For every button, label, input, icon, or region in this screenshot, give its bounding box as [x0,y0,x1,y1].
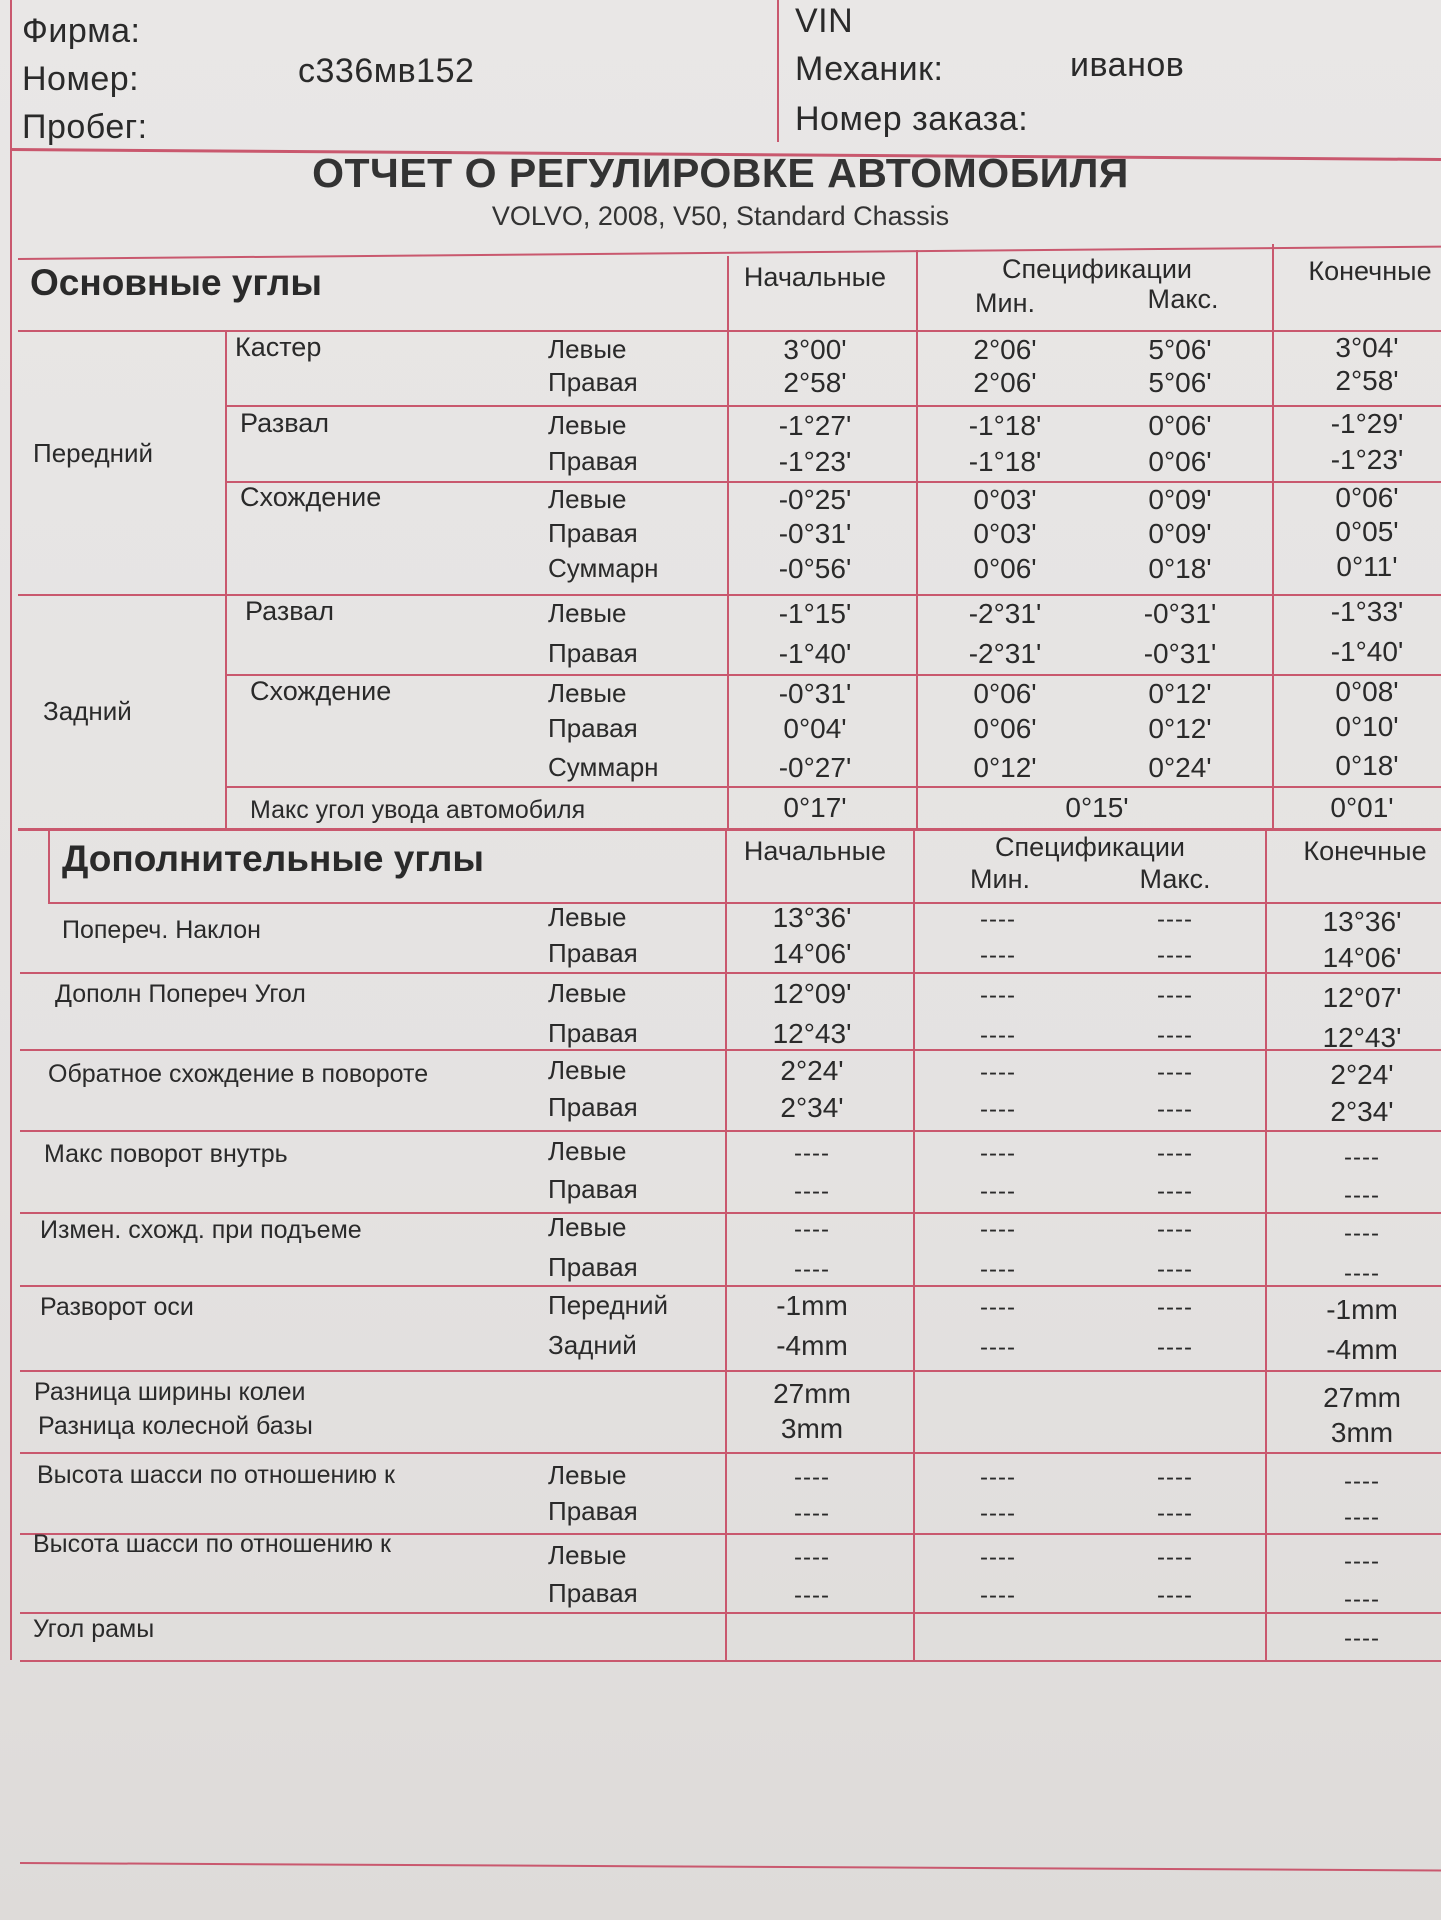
spec-max-value: ---- [1157,906,1193,933]
extra-col-min-header: Мин. [970,864,1030,894]
spec-min-value: 0°06' [973,553,1037,584]
spec-min-value: 2°06' [973,367,1037,398]
spec-min-value: ---- [980,1464,1016,1491]
side-label: Левые [548,1212,627,1242]
spec-min-value: 0°06' [973,678,1037,709]
spec-max-value: 0°09' [1148,518,1212,549]
initial-value: -1°23' [778,446,852,477]
spec-min-value: ---- [980,1294,1016,1321]
side-label: Левые [548,678,627,708]
initial-value: -0°31' [778,678,852,709]
extra-row-line [20,1452,1441,1454]
param-label: Разница ширины колеи [34,1378,306,1406]
spec-min-value: ---- [980,1544,1016,1571]
extra-row-line [20,1612,1441,1614]
initial-value: -1°40' [778,638,852,669]
final-value: ---- [1344,1182,1380,1209]
spec-min-value: ---- [980,1022,1016,1049]
final-value: ---- [1344,1504,1380,1531]
extra-row-line [20,1212,1441,1214]
initial-value: 27mm [773,1378,851,1409]
line-camber-rear [226,674,1441,676]
final-value: 0°11' [1336,551,1398,582]
param-label: Схождение [240,482,382,512]
spec-min-value: ---- [980,1500,1016,1527]
final-value: ---- [1344,1468,1380,1495]
report-subtitle: VOLVO, 2008, V50, Standard Chassis [491,201,950,231]
col-min-header: Мин. [975,288,1035,318]
number-value: с336мв152 [298,52,475,90]
spec-min-value: 0°03' [973,518,1037,549]
final-value: -1°23' [1330,444,1404,475]
spec-max-value: ---- [1157,1178,1193,1205]
param-label: Попереч. Наклон [62,916,261,944]
side-label: Правая [548,1174,638,1204]
initial-value: -1°15' [778,598,852,629]
mechanic-value: иванов [1070,46,1185,84]
side-label: Правая [548,1252,638,1282]
param-label: Разворот оси [40,1293,194,1321]
final-value: 13°36' [1322,906,1402,937]
extra-vline-spec [913,830,915,1660]
col-final-header: Конечные [1308,256,1432,286]
extra-row-line [20,1370,1441,1372]
final-value: 2°34' [1330,1096,1394,1127]
final-value: ---- [1344,1625,1380,1652]
extra-col-spec-header: Спецификации [994,832,1186,862]
param-label: Развал [240,408,330,438]
spec-min-value: ---- [980,906,1016,933]
side-label: Левые [548,902,627,932]
extra-vline-initial [725,830,727,1660]
thrust-final: 0°01' [1330,792,1394,823]
param-label: Кастер [235,332,322,362]
final-value: 27mm [1323,1382,1401,1413]
param-label: Угол рамы [33,1615,155,1643]
spec-min-value: -1°18' [968,410,1042,441]
initial-value: 2°58' [783,367,847,398]
initial-value: 2°34' [780,1092,844,1123]
extra-section-title: Дополнительные углы [62,838,484,879]
spec-min-value: ---- [980,942,1016,969]
final-value: 0°08' [1335,676,1399,707]
mechanic-label: Механик: [795,50,944,88]
extra-vline-final [1265,830,1267,1660]
initial-value: ---- [794,1256,830,1283]
side-label: Левые [548,484,627,514]
spec-max-value: ---- [1157,1022,1193,1049]
footer-line [20,1862,1441,1871]
initial-value: 13°36' [772,902,852,933]
initial-value: ---- [794,1544,830,1571]
spec-max-value: ---- [1157,1544,1193,1571]
final-value: 2°24' [1330,1059,1394,1090]
spec-min-value: ---- [980,1178,1016,1205]
col-initial-header: Начальные [743,262,887,292]
side-label: Левые [548,1460,627,1490]
spec-max-value: 0°06' [1148,446,1212,477]
spec-max-value: 0°12' [1148,678,1212,709]
initial-value: 2°24' [780,1055,844,1086]
final-value: ---- [1344,1144,1380,1171]
initial-value: -0°27' [778,752,852,783]
initial-value: ---- [794,1216,830,1243]
initial-value: ---- [794,1500,830,1527]
param-label: Разница колесной базы [38,1412,313,1440]
side-label: Левые [548,598,627,628]
final-value: -1°33' [1330,596,1404,627]
vline-initial [727,256,729,828]
extra-col-final-header: Конечные [1303,836,1427,866]
final-value: 3mm [1330,1417,1394,1448]
spec-max-value: -0°31' [1143,598,1217,629]
initial-value: 12°09' [772,978,852,1009]
spec-max-value: ---- [1157,1096,1193,1123]
side-label: Правая [548,713,638,743]
side-label: Задний [548,1330,637,1360]
initial-value: -4mm [776,1330,848,1361]
side-label: Правая [548,1018,638,1048]
spec-max-value: 5°06' [1148,367,1212,398]
param-label: Макс поворот внутрь [44,1140,288,1168]
line-camber-front [226,481,1441,483]
side-label: Правая [548,1578,638,1608]
extra-row-line [20,972,1441,974]
report-title: ОТЧЕТ О РЕГУЛИРОВКЕ АВТОМОБИЛЯ [312,150,1129,196]
main-top-line [18,246,1441,260]
initial-value: -0°56' [778,553,852,584]
spec-min-value: ---- [980,1096,1016,1123]
spec-max-value: ---- [1157,1334,1193,1361]
line-caster [226,405,1441,407]
line-front [18,594,1441,596]
param-label: Высота шасси по отношению к [33,1530,391,1558]
initial-value: ---- [794,1582,830,1609]
spec-max-value: ---- [1157,1582,1193,1609]
side-label: Передний [548,1290,669,1320]
side-label: Левые [548,978,627,1008]
initial-value: -1°27' [778,410,852,441]
spec-min-value: 0°12' [973,752,1037,783]
spec-max-value: ---- [1157,942,1193,969]
thrust-label: Макс угол увода автомобиля [250,796,586,824]
spec-min-value: ---- [980,1582,1016,1609]
param-label: Схождение [250,676,392,706]
spec-min-value: -2°31' [968,598,1042,629]
final-value: 0°18' [1335,750,1399,781]
main-header-line [18,330,1441,332]
side-label: Правая [548,638,638,668]
final-value: ---- [1344,1586,1380,1613]
thrust-initial: 0°17' [783,792,847,823]
vin-label: VIN [795,2,854,40]
order-number-label: Номер заказа: [795,100,1029,138]
spec-max-value: ---- [1157,982,1193,1009]
initial-value: 12°43' [772,1018,852,1049]
final-value: -1mm [1326,1294,1398,1325]
initial-value: ---- [794,1178,830,1205]
initial-value: 3°00' [783,334,847,365]
side-label: Суммарн [548,553,659,583]
side-label: Правая [548,1092,638,1122]
final-value: -4mm [1326,1334,1398,1365]
final-value: ---- [1344,1260,1380,1287]
spec-max-value: ---- [1157,1140,1193,1167]
final-value: 2°58' [1335,365,1399,396]
extra-row-line [48,902,1441,904]
outer-left-line [10,0,12,1660]
final-value: 0°05' [1335,516,1399,547]
initial-value: -0°31' [778,518,852,549]
header-divider [777,0,779,142]
spec-max-value: 0°12' [1148,713,1212,744]
side-label: Левые [548,410,627,440]
front-label: Передний [33,438,154,468]
param-label: Развал [245,596,335,626]
col-max-header: Макс. [1147,284,1219,314]
initial-value: ---- [794,1140,830,1167]
spec-min-value: ---- [980,1140,1016,1167]
param-label: Измен. схожд. при подъеме [40,1216,362,1244]
spec-max-value: ---- [1157,1294,1193,1321]
initial-value: ---- [794,1464,830,1491]
final-value: 3°04' [1335,332,1399,363]
side-label: Левые [548,1136,627,1166]
col-spec-header: Спецификации [1001,254,1193,284]
side-label: Правая [548,446,638,476]
spec-min-value: -2°31' [968,638,1042,669]
initial-value: 3mm [780,1413,844,1444]
side-label: Левые [548,1540,627,1570]
vline-spec [916,250,918,828]
firm-label: Фирма: [22,12,141,50]
side-label: Правая [548,938,638,968]
spec-max-value: ---- [1157,1059,1193,1086]
spec-max-value: 0°18' [1148,553,1212,584]
spec-min-value: ---- [980,1059,1016,1086]
final-value: 12°43' [1322,1022,1402,1053]
final-value: -1°29' [1330,408,1404,439]
param-label: Дополн Попереч Угол [55,980,306,1008]
side-label: Суммарн [548,752,659,782]
spec-max-value: -0°31' [1143,638,1217,669]
thrust-spec: 0°15' [1065,792,1129,823]
spec-min-value: ---- [980,1334,1016,1361]
extra-col-initial-header: Начальные [743,836,887,866]
spec-max-value: 0°09' [1148,484,1212,515]
mileage-label: Пробег: [22,108,148,146]
final-value: ---- [1344,1548,1380,1575]
initial-value: 14°06' [772,938,852,969]
spec-min-value: -1°18' [968,446,1042,477]
side-label: Левые [548,1055,627,1085]
side-label: Левые [548,334,627,364]
spec-min-value: ---- [980,1256,1016,1283]
side-label: Правая [548,367,638,397]
main-bottom-line [18,828,1441,831]
side-label: Правая [548,518,638,548]
line-toe-rear [226,786,1441,788]
final-value: -1°40' [1330,636,1404,667]
spec-max-value: 5°06' [1148,334,1212,365]
extra-row-line [20,1049,1441,1051]
extra-col-max-header: Макс. [1139,864,1211,894]
spec-min-value: ---- [980,982,1016,1009]
spec-max-value: 0°24' [1148,752,1212,783]
final-value: 0°10' [1335,711,1399,742]
spec-max-value: ---- [1157,1256,1193,1283]
extra-row-line [20,1130,1441,1132]
main-section-title: Основные углы [30,262,323,303]
number-label: Номер: [22,60,140,98]
extra-row-line [20,1285,1441,1287]
final-value: ---- [1344,1220,1380,1247]
spec-min-value: 0°03' [973,484,1037,515]
spec-max-value: ---- [1157,1464,1193,1491]
extra-left-stub [48,830,50,902]
param-label: Высота шасси по отношению к [37,1461,395,1489]
final-value: 14°06' [1322,942,1402,973]
initial-value: -1mm [776,1290,848,1321]
final-value: 0°06' [1335,482,1399,513]
spec-min-value: 2°06' [973,334,1037,365]
param-label: Обратное схождение в повороте [48,1060,429,1088]
side-label: Правая [548,1496,638,1526]
extra-row-line [20,1660,1441,1662]
spec-max-value: 0°06' [1148,410,1212,441]
initial-value: -0°25' [778,484,852,515]
spec-max-value: ---- [1157,1216,1193,1243]
rear-label: Задний [43,696,132,726]
spec-min-value: ---- [980,1216,1016,1243]
spec-min-value: 0°06' [973,713,1037,744]
initial-value: 0°04' [783,713,847,744]
spec-max-value: ---- [1157,1500,1193,1527]
final-value: 12°07' [1322,982,1402,1013]
